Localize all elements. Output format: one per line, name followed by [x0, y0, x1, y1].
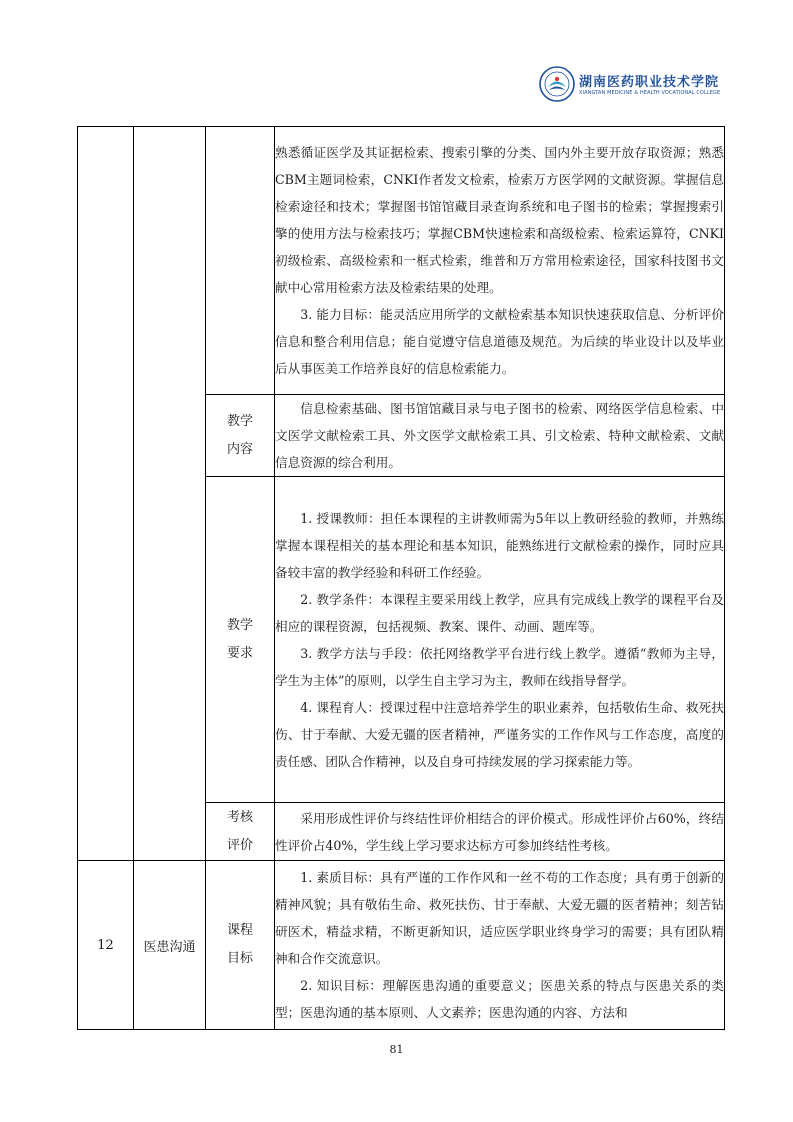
requirement-conditions-text: 2. 教学条件：本课程主要采用线上教学，应具有完成线上教学的课程平台及相应的课程资源，包括视频、教案、课件、动画、题库等。 — [275, 591, 724, 634]
objectives-knowledge-text: 熟悉循证医学及其证据检索、搜索引擎的分类、国内外主要开放存取资源；熟悉CBM主题词检索，CNKI作者发文检索，检索万方医学网的文献资源。掌握信息检索途径和技术；掌握图书馆馆藏目录查询系统和电子图书的检索；掌握搜索引擎的使用方法与检索技巧；掌握CBM快速检索和高级检索、检索运算符，CNKI初级检索、高级检索和一框式检索，维普和万方常用检索途径，国家科技图书文献中心常用检索方法及检索结果的处理。 — [275, 145, 724, 295]
curriculum-table — [77, 126, 725, 1030]
requirements-label-cell — [206, 477, 275, 803]
assessment-text: 采用形成性评价与终结性评价相结合的评价模式。形成性评价占60%，终结性评价占40%，学生线上学习要求达标方可参加终结性考核。 — [275, 810, 724, 853]
content-label-line1: 教学 — [226, 413, 253, 429]
content-label-line2: 内容 — [226, 441, 253, 457]
school-logo — [539, 64, 721, 108]
assessment-label-line2: 评价 — [226, 837, 253, 853]
row-number-cell — [78, 127, 134, 861]
course-name-cell — [134, 127, 206, 861]
objectives-knowledge-text: 2. 知识目标：理解医患沟通的重要意义；医患关系的特点与医患关系的类型；医患沟通的基本原则、人文素养；医患沟通的内容、方法和 — [275, 978, 724, 1020]
school-name: 湖南医药职业技术学院 — [579, 75, 720, 90]
objectives-quality-text: 1. 素质目标：具有严谨的工作作风和一丝不苟的工作态度；具有勇于创新的精神风貌；具有敬佑生命、救死扶伤、甘于奉献、大爱无疆的医者精神；刻苦钻研医术，精益求精，不断更新知识，适应医学职业终身学习的需要；具有团队精神和合作交流意识。 — [275, 870, 724, 966]
requirements-label-line2: 要求 — [226, 645, 253, 661]
course-name-cell: 医患沟通 — [134, 861, 206, 1030]
objectives-cell — [275, 127, 725, 395]
assessment-cell — [275, 803, 725, 861]
school-seal-icon — [539, 66, 575, 102]
requirement-teacher-text: 1. 授课教师：担任本课程的主讲教师需为5年以上教研经验的教师，并熟练掌握本课程相关的基本理论和基本知识，能熟练进行文献检索的操作，同时应具备较丰富的教学经验和科研工作经验。 — [275, 510, 724, 580]
assessment-label-line1: 考核 — [226, 809, 253, 825]
page-number: 81 — [389, 1043, 404, 1056]
content-label-cell — [206, 395, 275, 477]
objectives-label-cell — [206, 127, 275, 395]
requirements-cell — [275, 477, 725, 803]
school-name-en: XIANGTAN MEDICINE & HEALTH VOCATIONAL COLLEGE — [579, 90, 721, 96]
row-number-cell: 12 — [78, 861, 134, 1030]
content-cell — [275, 395, 725, 477]
table-row — [78, 861, 725, 1030]
requirement-education-text: 4. 课程育人：授课过程中注意培养学生的职业素养，包括敬佑生命、救死扶伤、甘于奉献、大爱无疆的医者精神，严谨务实的工作作风与工作态度，高度的责任感、团队合作精神，以及自身可持续发展的学习探索能力等。 — [275, 699, 724, 769]
objectives-label-line1: 课程 — [226, 923, 253, 938]
objectives-label-line2: 目标 — [226, 951, 253, 966]
table-row — [78, 127, 725, 395]
assessment-label-cell — [206, 803, 275, 861]
content-text: 信息检索基础、图书馆馆藏目录与电子图书的检索、网络医学信息检索、中文医学文献检索工具、外文医学文献检索工具、引文检索、特种文献检索、文献信息资源的综合利用。 — [275, 401, 724, 470]
requirement-methods-text: 3. 教学方法与手段：依托网络教学平台进行线上教学。遵循“教师为主导，学生为主体”的原则，以学生自主学习为主，教师在线指导督学。 — [275, 645, 724, 688]
objectives-cell — [275, 861, 725, 1030]
requirements-label-line1: 教学 — [226, 617, 253, 633]
objectives-label-cell — [206, 861, 275, 1030]
objectives-ability-text: 3. 能力目标：能灵活应用所学的文献检索基本知识快速获取信息、分析评价信息和整合利用信息；能自觉遵守信息道德及规范。为后续的毕业设计以及毕业后从事医美工作培养良好的信息检索能力。 — [275, 307, 724, 376]
